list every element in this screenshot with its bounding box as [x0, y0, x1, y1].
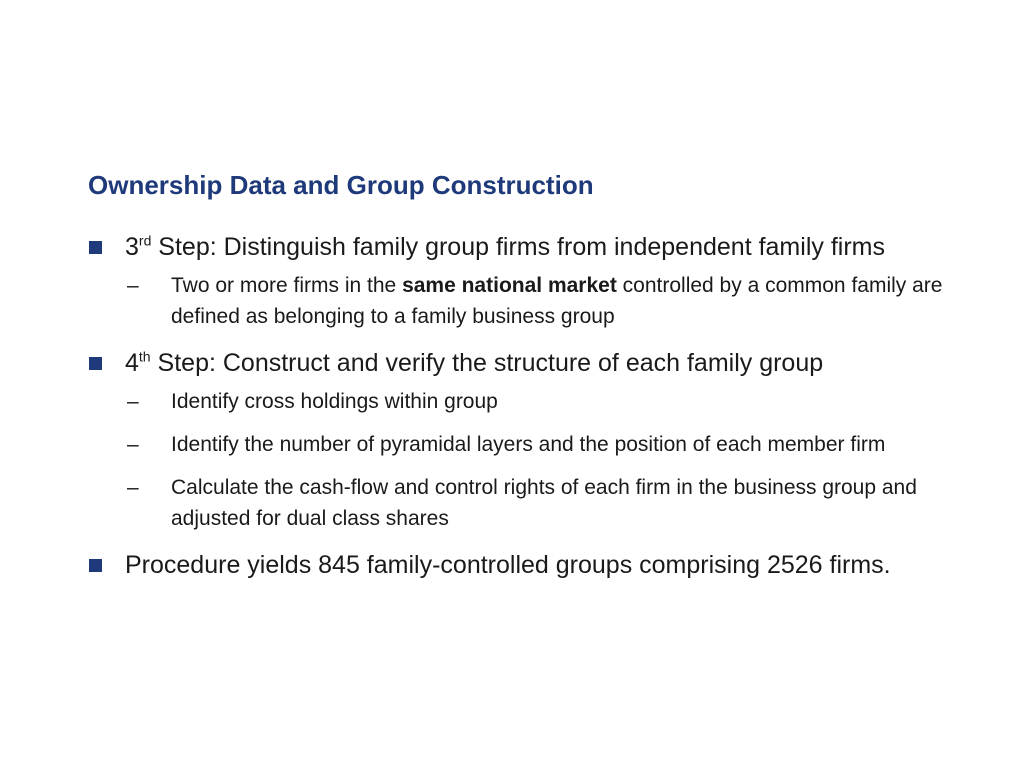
- bullet-list: [88, 232, 968, 588]
- bullet-text: Step: Construct and verify the structure of each family group: [150, 349, 824, 377]
- ordinal-suffix: th: [138, 348, 151, 365]
- dash-bullet: –: [127, 390, 139, 413]
- dash-bullet: –: [127, 433, 139, 456]
- square-bullet-icon: [89, 357, 102, 370]
- sub-item-cash-flow-control-rights: [88, 472, 968, 534]
- sub-item-cross-holdings: [88, 386, 968, 417]
- sub-item-text: Identify the number of pyramidal layers and the position of each member firm: [171, 433, 886, 456]
- bullet-item-step-4: [88, 348, 968, 378]
- sub-item-same-national-market: [88, 270, 968, 332]
- bullet-text: Procedure yields 845 family-controlled groups comprising 2526 firms.: [125, 551, 891, 579]
- bullet-text: Step: Distinguish family group firms from independent family firms: [151, 233, 885, 261]
- step-number: 3: [125, 233, 139, 261]
- bullet-item-step-3: [88, 232, 968, 262]
- sub-item-text: Identify cross holdings within group: [171, 390, 498, 413]
- sub-item-text-bold: same national market: [402, 274, 617, 297]
- bullet-item-procedure-yields: [88, 550, 968, 580]
- sub-item-pyramidal-layers: [88, 429, 968, 460]
- slide-title: Ownership Data and Group Construction: [88, 170, 594, 200]
- square-bullet-icon: [89, 241, 102, 254]
- step-number: 4: [125, 349, 139, 377]
- ordinal-suffix: rd: [138, 232, 152, 249]
- square-bullet-icon: [89, 559, 102, 572]
- sub-item-text-pre: Two or more firms in the: [171, 274, 403, 297]
- dash-bullet: –: [127, 274, 139, 297]
- dash-bullet: –: [127, 476, 139, 499]
- sub-item-text-post: controlled by a common family are defined as belonging to a family business group: [171, 274, 943, 328]
- sub-item-text: Calculate the cash-flow and control rights of each firm in the business group and adjusted for dual class shares: [171, 476, 917, 530]
